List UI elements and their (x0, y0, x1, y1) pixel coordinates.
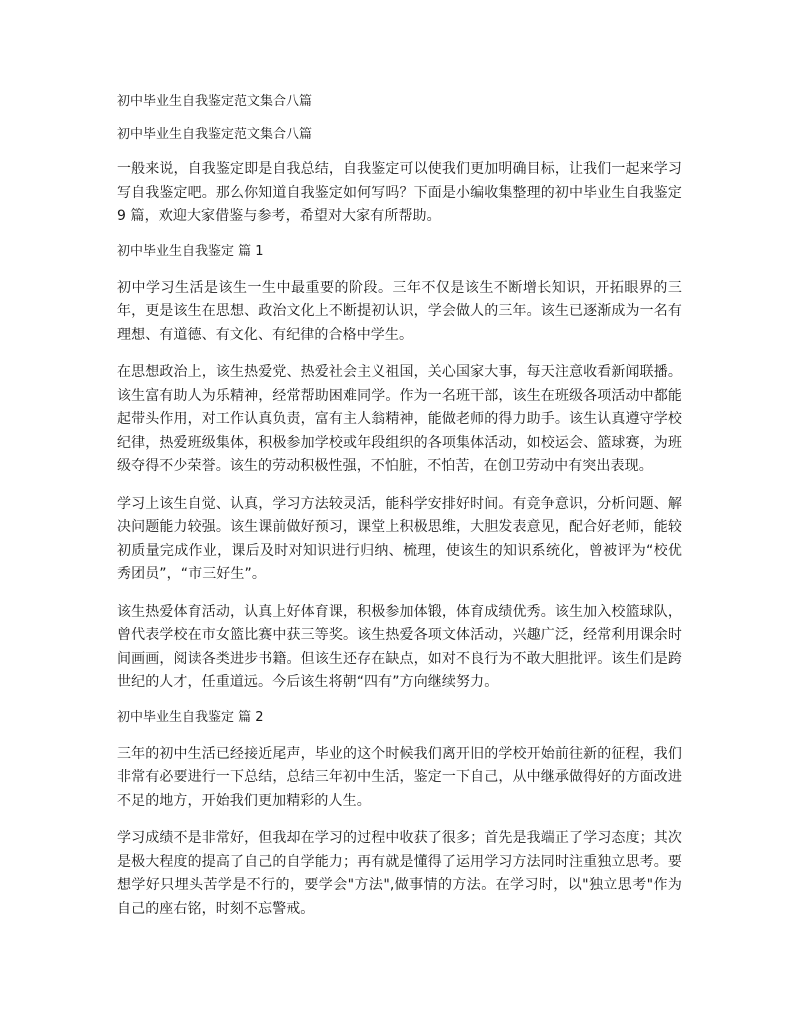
document-subtitle: 初中毕业生自我鉴定范文集合八篇 (117, 127, 313, 142)
section-1-heading: 初中毕业生自我鉴定 篇 1 (117, 243, 264, 259)
document-page (117, 93, 682, 935)
section-1-paragraph: 在思想政治上，该生热爱党、热爱社会主义祖国，关心国家大事，每天注意收看新闻联播。该生富有助人为乐精神，经常帮助困难同学。作为一名班干部，该生在班级各项活动中都能起带头作用，对工作认真负责，富有主人翁精神，能做老师的得力助手。该生认真遵守学校纪律，热爱班级集体，积极参加学校或年段组织的各项集体活动，如校运会、篮球赛，为班级夺得不少荣誉。该生的劳动积极性强，不怕脏，不怕苦，在创卫劳动中有突出表现。 (117, 364, 682, 474)
intro-paragraph: 一般来说，自我鉴定即是自我总结，自我鉴定可以使我们更加明确目标，让我们一起来学习写自我鉴定吧。那么你知道自我鉴定如何写吗？下面是小编收集整理的初中毕业生自我鉴定 9 篇，欢迎大家借鉴与参考，希望对大家有所帮助。 (117, 161, 682, 224)
section-1-paragraph: 初中学习生活是该生一生中最重要的阶段。三年不仅是该生不断增长知识，开拓眼界的三年，更是该生在思想、政治文化上不断提初认识，学会做人的三年。该生已逐渐成为一名有理想、有道德、有文化、有纪律的合格中学生。 (117, 279, 682, 343)
section-1-paragraph: 学习上该生自觉、认真，学习方法较灵活，能科学安排好时间。有竞争意识，分析问题、解决问题能力较强。该生课前做好预习，课堂上积极思维，大胆发表意见，配合好老师，能较初质量完成作业，课后及时对知识进行归纳、梳理，使该生的知识系统化，曾被评为“校优秀团员”，“市三好生”。 (117, 495, 682, 582)
section-2-paragraph: 三年的初中生活已经接近尾声，毕业的这个时候我们离开旧的学校开始前往新的征程，我们非常有必要进行一下总结，总结三年初中生活，鉴定一下自己，从中继承做得好的方面改进不足的地方，开始我们更加精彩的人生。 (117, 745, 682, 809)
section-1-paragraph: 该生热爱体育活动，认真上好体育课，积极参加体锻，体育成绩优秀。该生加入校篮球队，曾代表学校在市女篮比赛中获三等奖。该生热爱各项文体活动，兴趣广泛，经常利用课余时间画画，阅读各类进步书籍。但该生还存在缺点，如对不良行为不敢大胆批评。该生们是跨世纪的人才，任重道远。今后该生将朝“四有”方向继续努力。 (117, 603, 682, 690)
section-2-paragraph: 学习成绩不是非常好，但我却在学习的过程中收获了很多；首先是我端正了学习态度；其次是极大程度的提高了自己的自学能力；再有就是懂得了运用学习方法同时注重独立思考。要想学好只埋头苦学是不行的，要学会"方法",做事情的方法。在学习时，以"独立思考"作为自己的座右铭，时刻不忘警戒。 (117, 830, 682, 917)
section-2-heading: 初中毕业生自我鉴定 篇 2 (117, 709, 264, 725)
document-title: 初中毕业生自我鉴定范文集合八篇 (117, 94, 313, 109)
